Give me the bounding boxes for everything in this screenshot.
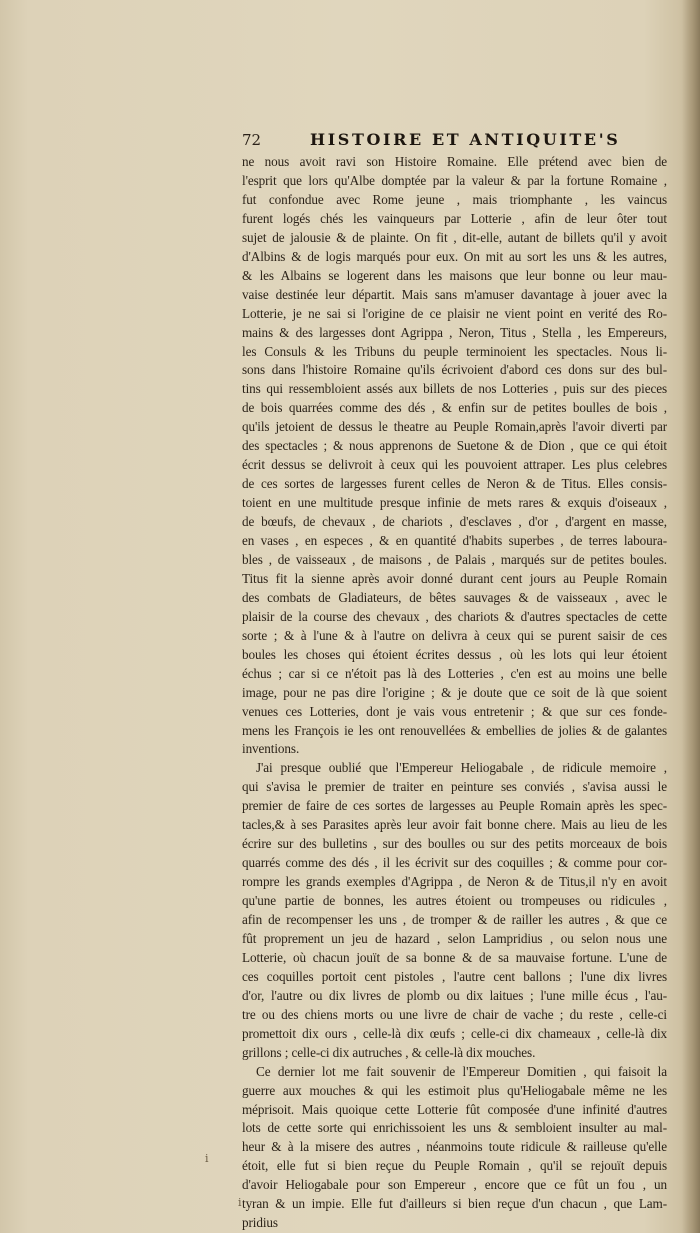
text-line: fut confondue avec Rome jeune , mais triomphante , les vaincus [242, 191, 667, 207]
text-line: des spectacles ; & nous apprenons de Suetone & de Dion , que ce qui étoit [242, 438, 667, 454]
text-line: sujet de jalousie & de plainte. On fit , dit-elle, autant de billets qu'il y avoit [242, 229, 667, 245]
text-line: écrire sur des bulletins , sur des boulles ou sur des petits morceaux de bois [242, 836, 667, 852]
text-line: sons dans l'histoire Romaine qu'ils écrivoient d'abord ces dons sur des bul- [242, 362, 667, 378]
text-line: Lotterie, je ne sai si l'origine de ce plaisir ne vient point en verité des Ro- [242, 305, 667, 321]
text-line: afin de recompenser les uns , de tromper & de railler les autres , & que ce [242, 912, 667, 927]
text-line: de bœufs, de chevaux , de chariots , d'esclaves , d'or , d'argent en masse, [242, 514, 667, 530]
running-head: HISTOIRE ET ANTIQUITE'S [310, 130, 621, 149]
ink-speck: ⅰ [205, 1152, 209, 1165]
text-line: en vases , en especes , & en quantité d'habits superbes , de terres laboura- [242, 533, 667, 548]
page-number: 72 [242, 131, 262, 149]
page-header [242, 131, 672, 153]
text-line: mains & des largesses dont Agrippa , Neron, Titus , Stella , les Empereurs, [242, 324, 667, 340]
text-line: furent logés chés les vainqueurs par Lotterie , afin de leur ôter tout [242, 210, 667, 226]
text-line: de bois quarrées comme des dés , & enfin sur de petites boulles de bois , [242, 400, 667, 416]
text-line: ces coquilles portoit cent pistoles , l'autre cent ballons ; l'une dix livres [242, 968, 667, 984]
text-line: de ces sortes de largesses furent celles de Neron & de Titus. Elles consis- [242, 476, 667, 492]
text-line: qu'une partie de bonnes, les autres étoient ou trompeuses ou ridicules , [242, 893, 667, 909]
text-line: Titus fit la sienne après avoir donné durant cent jours au Peuple Romain [242, 570, 667, 586]
text-line: bles , de vaisseaux , de maisons , de Palais , marqués sur de petites boules. [242, 551, 667, 567]
text-line: plaisir de la course des chevaux , des chariots & d'autres spectacles de cette [242, 608, 667, 624]
page-edge-shadow [682, 0, 700, 1233]
text-line: venues ces Lotteries, dont je vais vous entretenir ; & que sur ces fonde- [242, 703, 667, 719]
text-line: tacles,& à ses Parasites après leur avoir fait bonne chere. Mais au lieu de les [242, 817, 667, 833]
text-line: écrit dessus se delivroit à ceux qui les pouvoient attraper. Les plus celebres [242, 457, 667, 473]
text-line: échus ; car si ce n'étoit pas là des Lotteries , c'en est au moins une belle [242, 665, 667, 681]
text-line: méprisoit. Mais quoique cette Lotterie fût composée d'une infinité d'autres [242, 1101, 667, 1117]
text-line: Ce dernier lot me fait souvenir de l'Empereur Domitien , qui faisoit la [256, 1063, 667, 1079]
text-line: quarrés comme des dés , il les écrivit sur des coquilles ; & comme pour cor- [242, 855, 667, 871]
text-line: des combats de Gladiateurs, de bêtes sauvages & de vaisseaux , avec le [242, 589, 667, 605]
text-line: image, pour ne pas dire l'origine ; & je doute que ce soit de là que soient [242, 684, 667, 700]
text-line: mens les François ie les ont renouvellées & embellies de jolies & de galantes [242, 722, 667, 738]
text-line: d'Albins & de logis marqués pour eux. On mit au sort les uns & les autres, [242, 248, 667, 264]
text-line: inventions. [242, 741, 300, 757]
text-line: & les Albains se logerent dans les maisons que leur bonne ou leur mau- [242, 267, 667, 283]
text-line: tins qui ressembloient assés aux billets de nos Lotteries , puis sur des pieces [242, 381, 667, 397]
text-line: rompre les grands exemples d'Agrippa , de Neron & de Titus,il n'y en avoit [242, 874, 667, 890]
text-line: étoit, elle fut si bien reçue du Peuple Romain , qu'il se rejouït depuis [242, 1158, 667, 1174]
text-line: Lotterie, où chacun jouït de sa bonne & de sa mauvaise fortune. L'une de [242, 949, 667, 965]
text-line: grillons ; celle-ci dix autruches , & celle-là dix mouches. [242, 1044, 536, 1060]
text-line: d'avoir Heliogabale pour son Empereur , encore que ce fût un fou , un [242, 1177, 667, 1193]
text-line: l'esprit que lors qu'Albe domptée par la valeur & par la fortune Romaine , [242, 172, 667, 188]
text-line: pridius [242, 1215, 278, 1231]
text-line: d'or, l'autre ou dix livres de plomb ou dix laitues ; l'une mille écus , l'au- [242, 987, 667, 1003]
text-line: J'ai presque oublié que l'Empereur Heliogabale , de ridicule memoire , [256, 760, 667, 776]
text-line: vaise destinée leur départit. Mais sans m'amuser davantage à jouer avec la [242, 286, 667, 302]
ink-speck: ⅰ [238, 1196, 242, 1209]
text-line: promettoit dix ours , celle-là dix œufs ; celle-ci dix chameaux , celle-là dix [242, 1025, 667, 1041]
text-line: ne nous avoit ravi son Histoire Romaine. Elle prétend avec bien de [242, 154, 667, 169]
text-line: tre ou des chiens morts ou une livre de chair de vache ; du reste , celle-ci [242, 1006, 667, 1022]
text-line: premier de faire de ces sortes de largesses au Peuple Romain après les spec- [242, 798, 667, 814]
text-line: lots de cette sorte qui enrichissoient les uns & sembloient insulter au mal- [242, 1120, 667, 1136]
text-line: heur & à la misere des autres , néanmoins toute ridicule & railleuse qu'elle [242, 1139, 667, 1155]
text-line: fût proprement un jeu de hazard , selon Lampridius , ou selon nous une [242, 930, 667, 946]
text-line: sorte ; & à l'une & à l'autre on delivra à ceux qui se purent saisir de ces [242, 627, 667, 643]
text-line: guerre aux mouches & qui les estimoit plus qu'Heliogabale même ne les [242, 1082, 667, 1098]
text-line: qui s'avisa le premier de traiter en peinture ses conviés , s'avisa aussi le [242, 779, 667, 795]
text-line: boules les choses qui étoient écrites dessus , où les lots qui leur étoient [242, 646, 667, 662]
text-line: tyran & un impie. Elle fut d'ailleurs si bien reçue d'un chacun , que Lam- [242, 1196, 667, 1212]
text-line: toient en une multitude presque infinie de mets rares & exquis d'oiseaux , [242, 495, 667, 511]
text-line: les Consuls & les Tribuns du peuple terminoient les spectacles. Nous li- [242, 343, 667, 359]
text-line: qu'ils jetoient de dessus le theatre au Peuple Romain,après l'avoir diverti par [242, 419, 667, 435]
